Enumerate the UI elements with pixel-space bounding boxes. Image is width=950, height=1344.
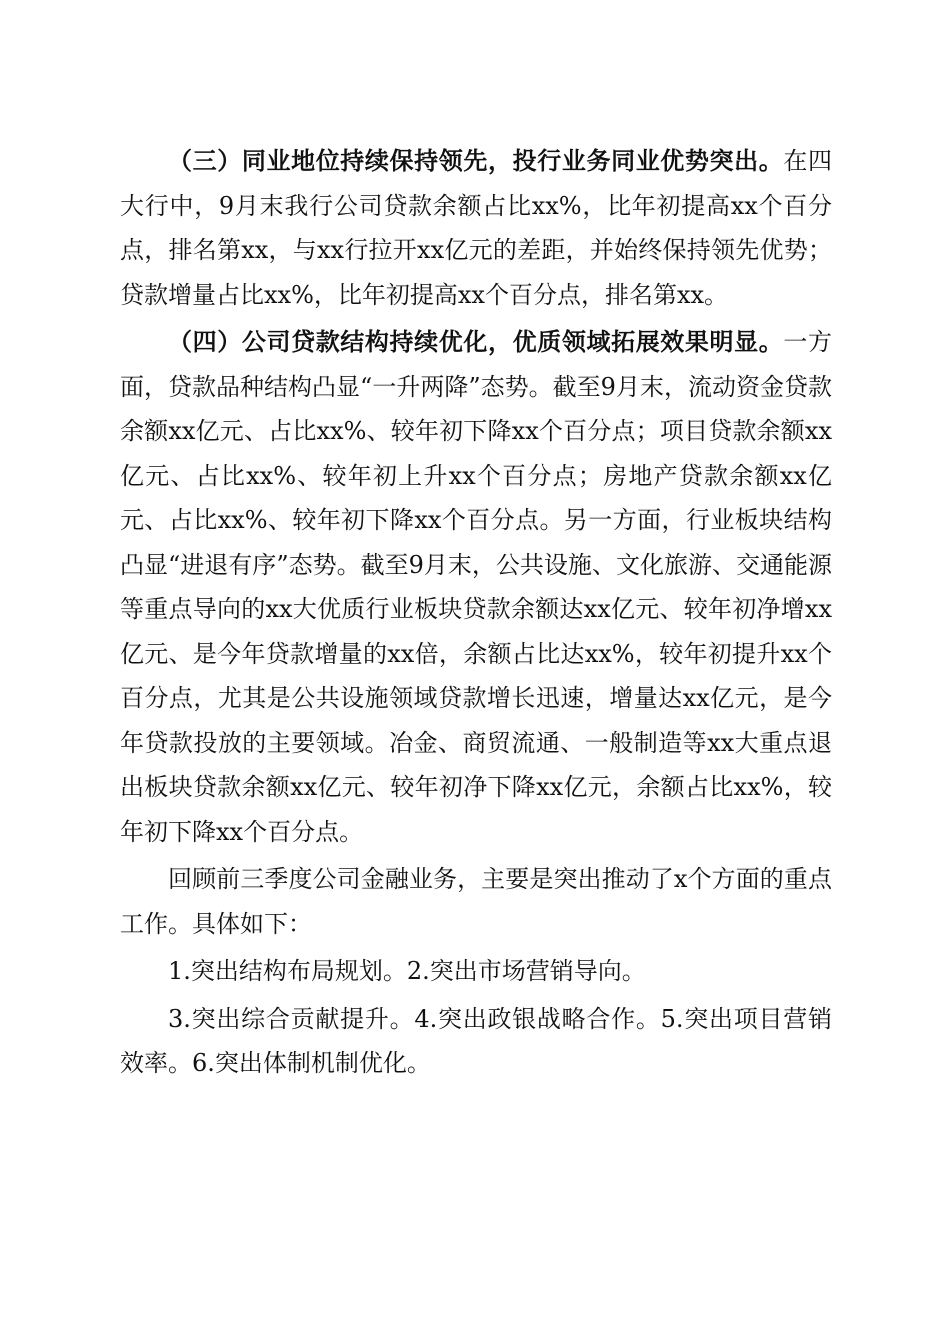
list-line-2: 3.突出综合贡献提升。4.突出政银战略合作。5.突出项目营销效率。6.突出体制机制优化。 (120, 1004, 832, 1077)
section-heading-3: （三）同业地位持续保持领先，投行业务同业优势突出。 (168, 146, 784, 175)
section-heading-4: （四）公司贷款结构持续优化，优质领域拓展效果明显。 (168, 327, 784, 356)
paragraph-text: 在四大行中，9月末我行公司贷款余额占比xx%，比年初提高xx个百分点，排名第xx，与xx行拉开xx亿元的差距，并始终保持领先优势；贷款增量占比xx%，比年初提高xx个百分点，排名第xx。 (120, 147, 833, 309)
paragraph-loan-structure (120, 320, 832, 854)
list-line-1: 1.突出结构布局规划。2.突出市场营销导向。 (168, 957, 646, 985)
paragraph-review (120, 857, 832, 946)
paragraph-text: 回顾前三季度公司金融业务，主要是突出推动了x个方面的重点工作。具体如下： (120, 865, 832, 938)
document-body (120, 139, 832, 1086)
paragraph-text: 一方面，贷款品种结构凸显“一升两降”态势。截至9月末，流动资金贷款余额xx亿元、占比xx%、较年初下降xx个百分点；项目贷款余额xx亿元、占比xx%、较年初上升xx个百分点；房地产贷款余额xx亿元、占比xx%、较年初下降xx个百分点。另一方面，行业板块结构凸显“进退有序”态势。截至9月末，公共设施、文化旅游、交通能源等重点导向的xx大优质行业板块贷款余额达xx亿元、较年初净增xx亿元、是今年贷款增量的xx倍，余额占比达xx%，较年初提升xx个百分点，尤其是公共设施领域贷款增长迅速，增量达xx亿元，是今年贷款投放的主要领域。冶金、商贸流通、一般制造等xx大重点退出板块贷款余额xx亿元、较年初净下降xx亿元，余额占比xx%，较年初下降xx个百分点。 (120, 328, 833, 846)
paragraph-peer-position (120, 139, 832, 317)
